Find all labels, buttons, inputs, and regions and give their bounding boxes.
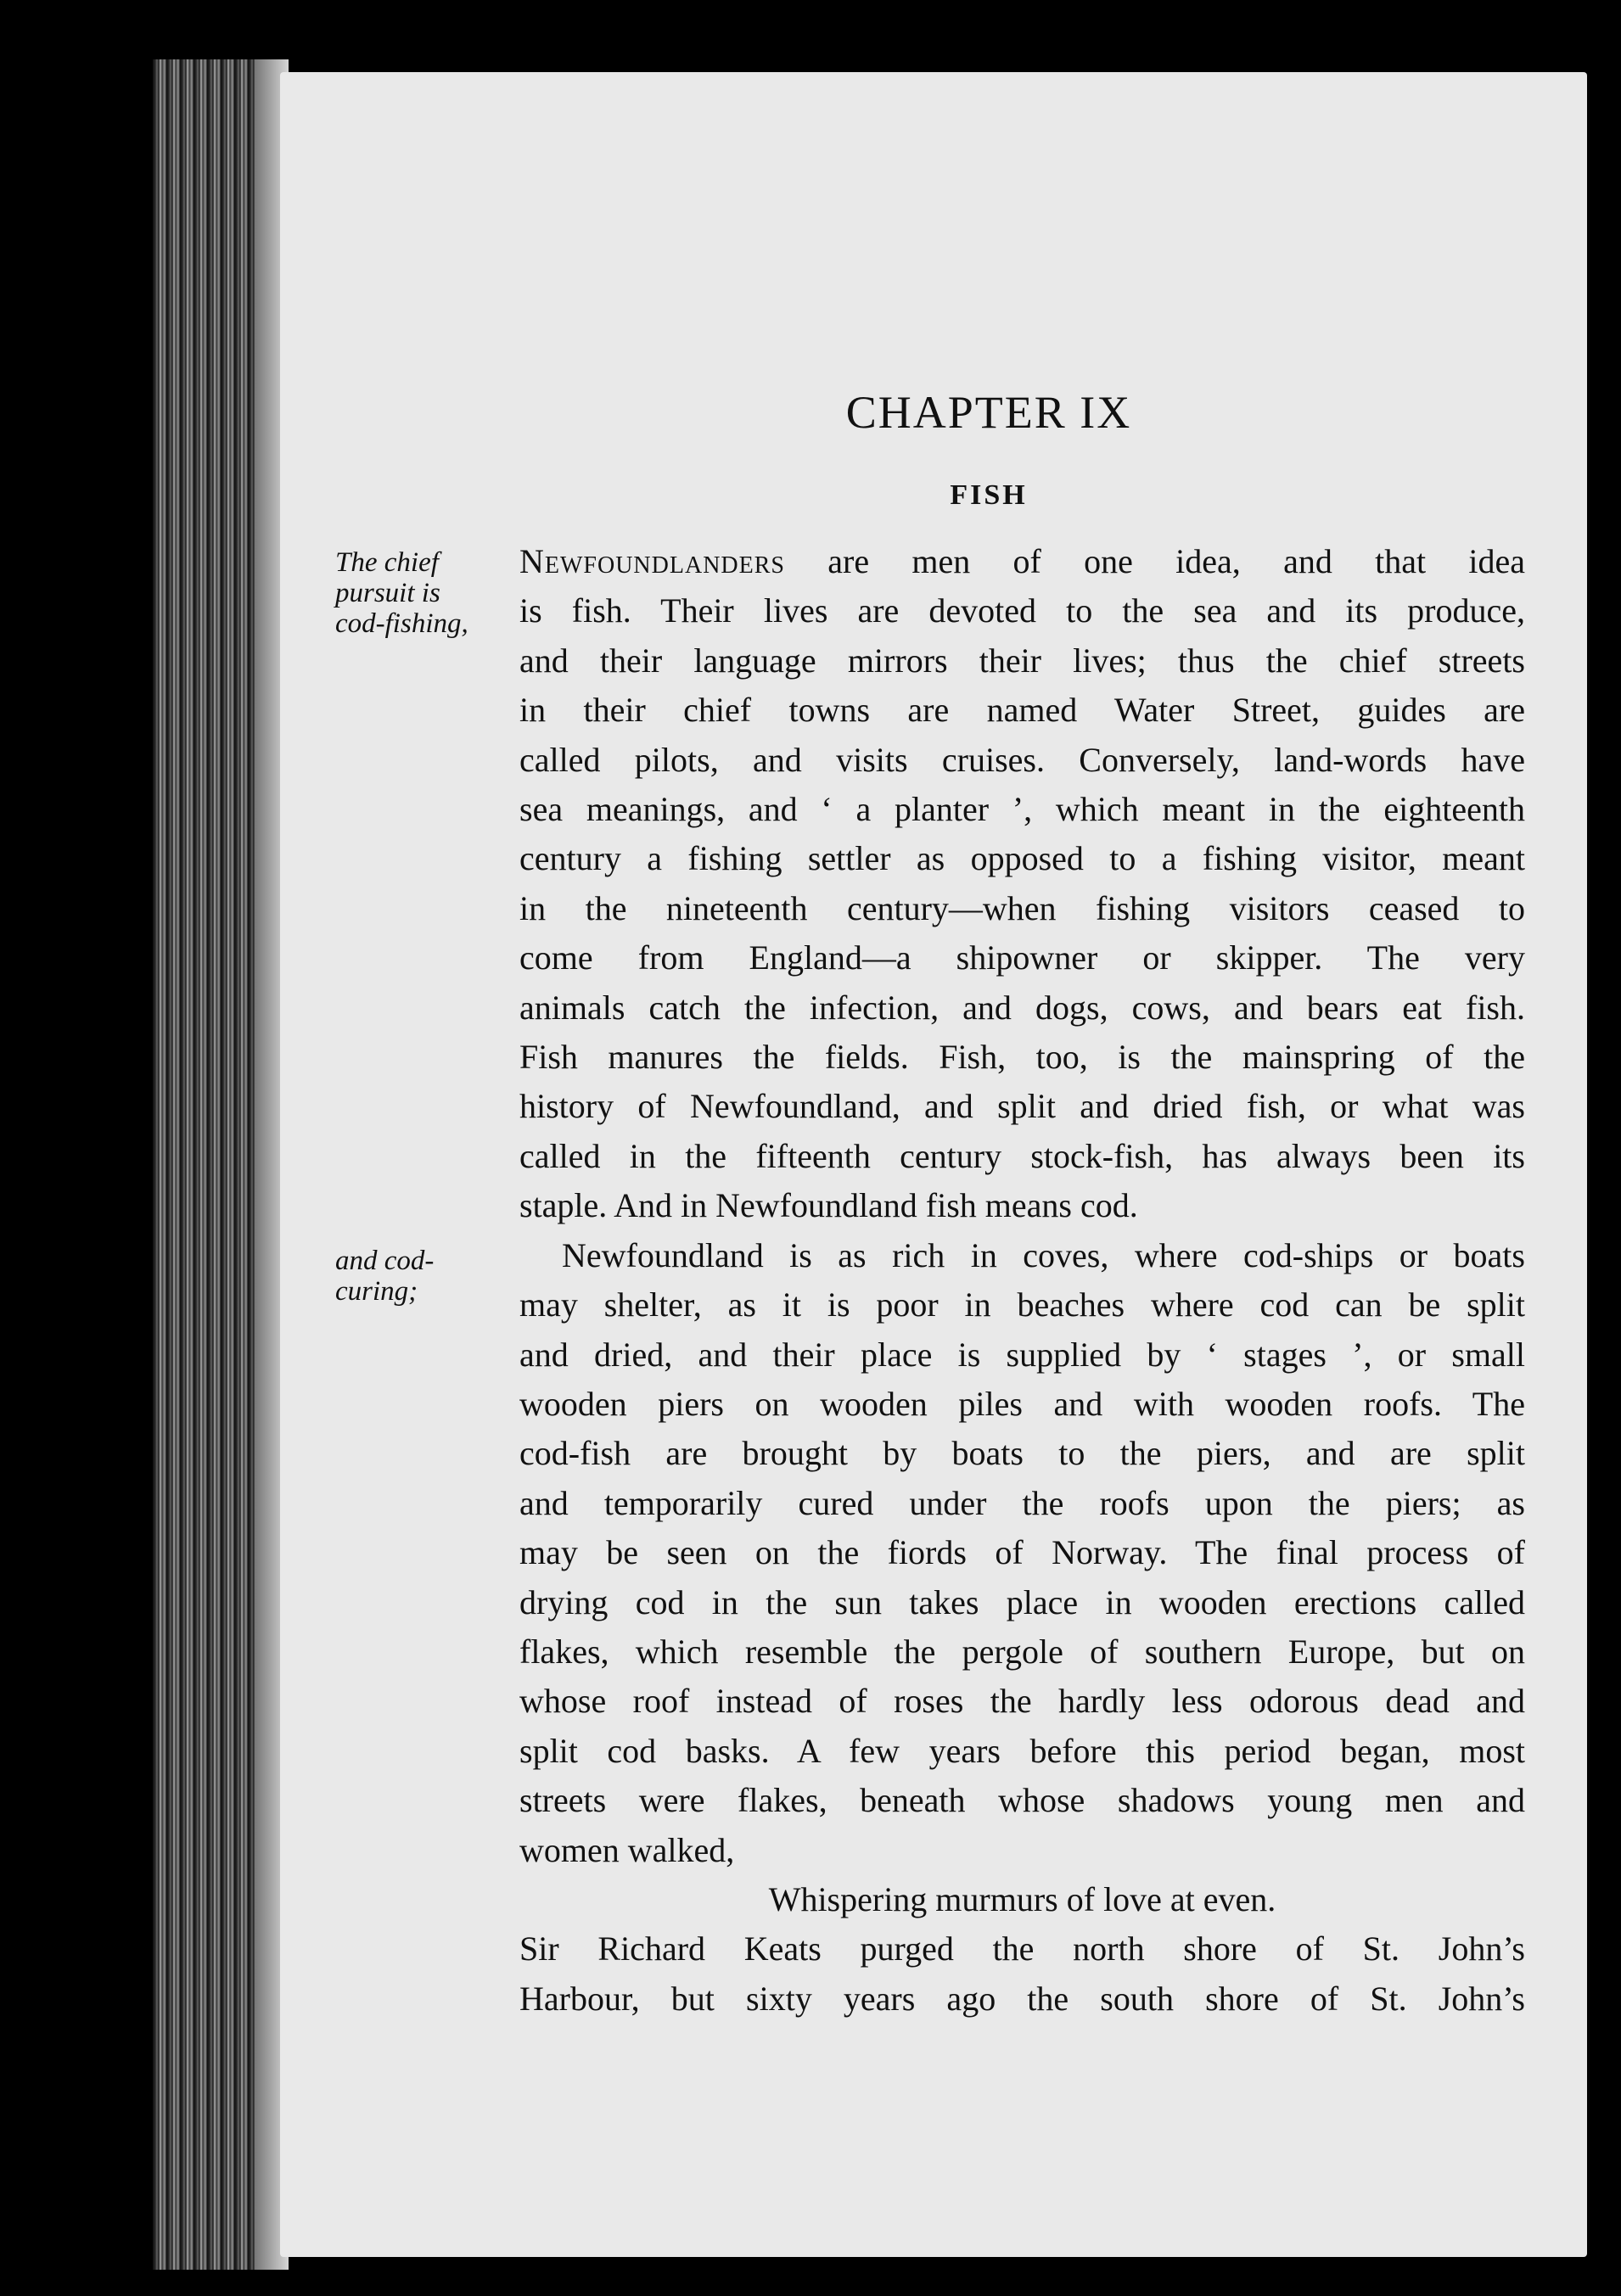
text-line: streets were flakes, beneath whose shadows young men and: [519, 1781, 1525, 1820]
text-line: come from England—a shipowner or skipper. The very: [519, 938, 1525, 977]
text-line: and dried, and their place is supplied by ‘ stages ’, or small: [519, 1335, 1525, 1374]
text-line: Fish manures the fields. Fish, too, is the mainspring of the: [519, 1038, 1525, 1077]
text-line: wooden piers on wooden piles and with wooden roofs. The: [519, 1384, 1525, 1423]
text-line: Newfoundland is as rich in coves, where cod-ships or boats: [562, 1235, 1525, 1274]
text-line: women walked,: [519, 1830, 735, 1869]
text-line: animals catch the infection, and dogs, cows, and bears eat fish.: [519, 988, 1525, 1027]
text-line: is fish. Their lives are devoted to the sea and its produce,: [519, 591, 1525, 630]
margin-note-line: pursuit is: [335, 578, 440, 608]
margin-note-line: curing;: [335, 1276, 418, 1307]
text-line: split cod basks. A few years before this period began, most: [519, 1731, 1525, 1770]
text-line: and temporarily cured under the roofs upon the piers; as: [519, 1483, 1525, 1522]
text-line: called in the fifteenth century stock-fish, has always been its: [519, 1136, 1525, 1175]
text-line: sea meanings, and ‘ a planter ’, which meant in the eighteenth: [519, 790, 1525, 829]
text-line: flakes, which resemble the pergole of southern Europe, but on: [519, 1632, 1525, 1671]
quoted-verse: Whispering murmurs of love at even.: [768, 1879, 1276, 1918]
text-line: may shelter, as it is poor in beaches where cod can be split: [519, 1285, 1525, 1324]
text-line: century a fishing settler as opposed to a fishing visitor, meant: [519, 839, 1525, 878]
text-line: called pilots, and visits cruises. Conversely, land-words have: [519, 740, 1525, 779]
text-line: history of Newfoundland, and split and dried fish, or what was: [519, 1087, 1525, 1126]
margin-note-line: The chief: [335, 547, 439, 578]
text-line: Newfoundlanders are men of one idea, and that idea: [519, 542, 1525, 580]
opening-word: Newfoundlanders: [519, 542, 785, 580]
text-line: Sir Richard Keats purged the north shore of St. John’s: [519, 1929, 1525, 1968]
text-line: Harbour, but sixty years ago the south shore of St. John’s: [519, 1979, 1525, 2018]
text-line: in the nineteenth century—when fishing visitors ceased to: [519, 888, 1525, 927]
chapter-title: CHAPTER IX: [845, 387, 1132, 438]
text-line: cod-fish are brought by boats to the piers, and are split: [519, 1434, 1525, 1473]
margin-note-line: and cod-: [335, 1246, 435, 1276]
margin-note-2: [335, 1246, 513, 1307]
text-line: staple. And in Newfoundland fish means cod.: [519, 1186, 1138, 1225]
text-line: drying cod in the sun takes place in wooden erections called: [519, 1582, 1525, 1621]
text-line: may be seen on the fiords of Norway. The final process of: [519, 1533, 1525, 1572]
margin-note-line: cod-fishing,: [335, 608, 468, 639]
section-title: FISH: [950, 479, 1028, 511]
text-line: whose roof instead of roses the hardly less odorous dead and: [519, 1682, 1525, 1721]
body-text: [519, 537, 1525, 2024]
text-line: in their chief towns are named Water Street, guides are: [519, 691, 1525, 730]
margin-note-1: [335, 547, 513, 639]
text-line: and their language mirrors their lives; thus the chief streets: [519, 641, 1525, 680]
